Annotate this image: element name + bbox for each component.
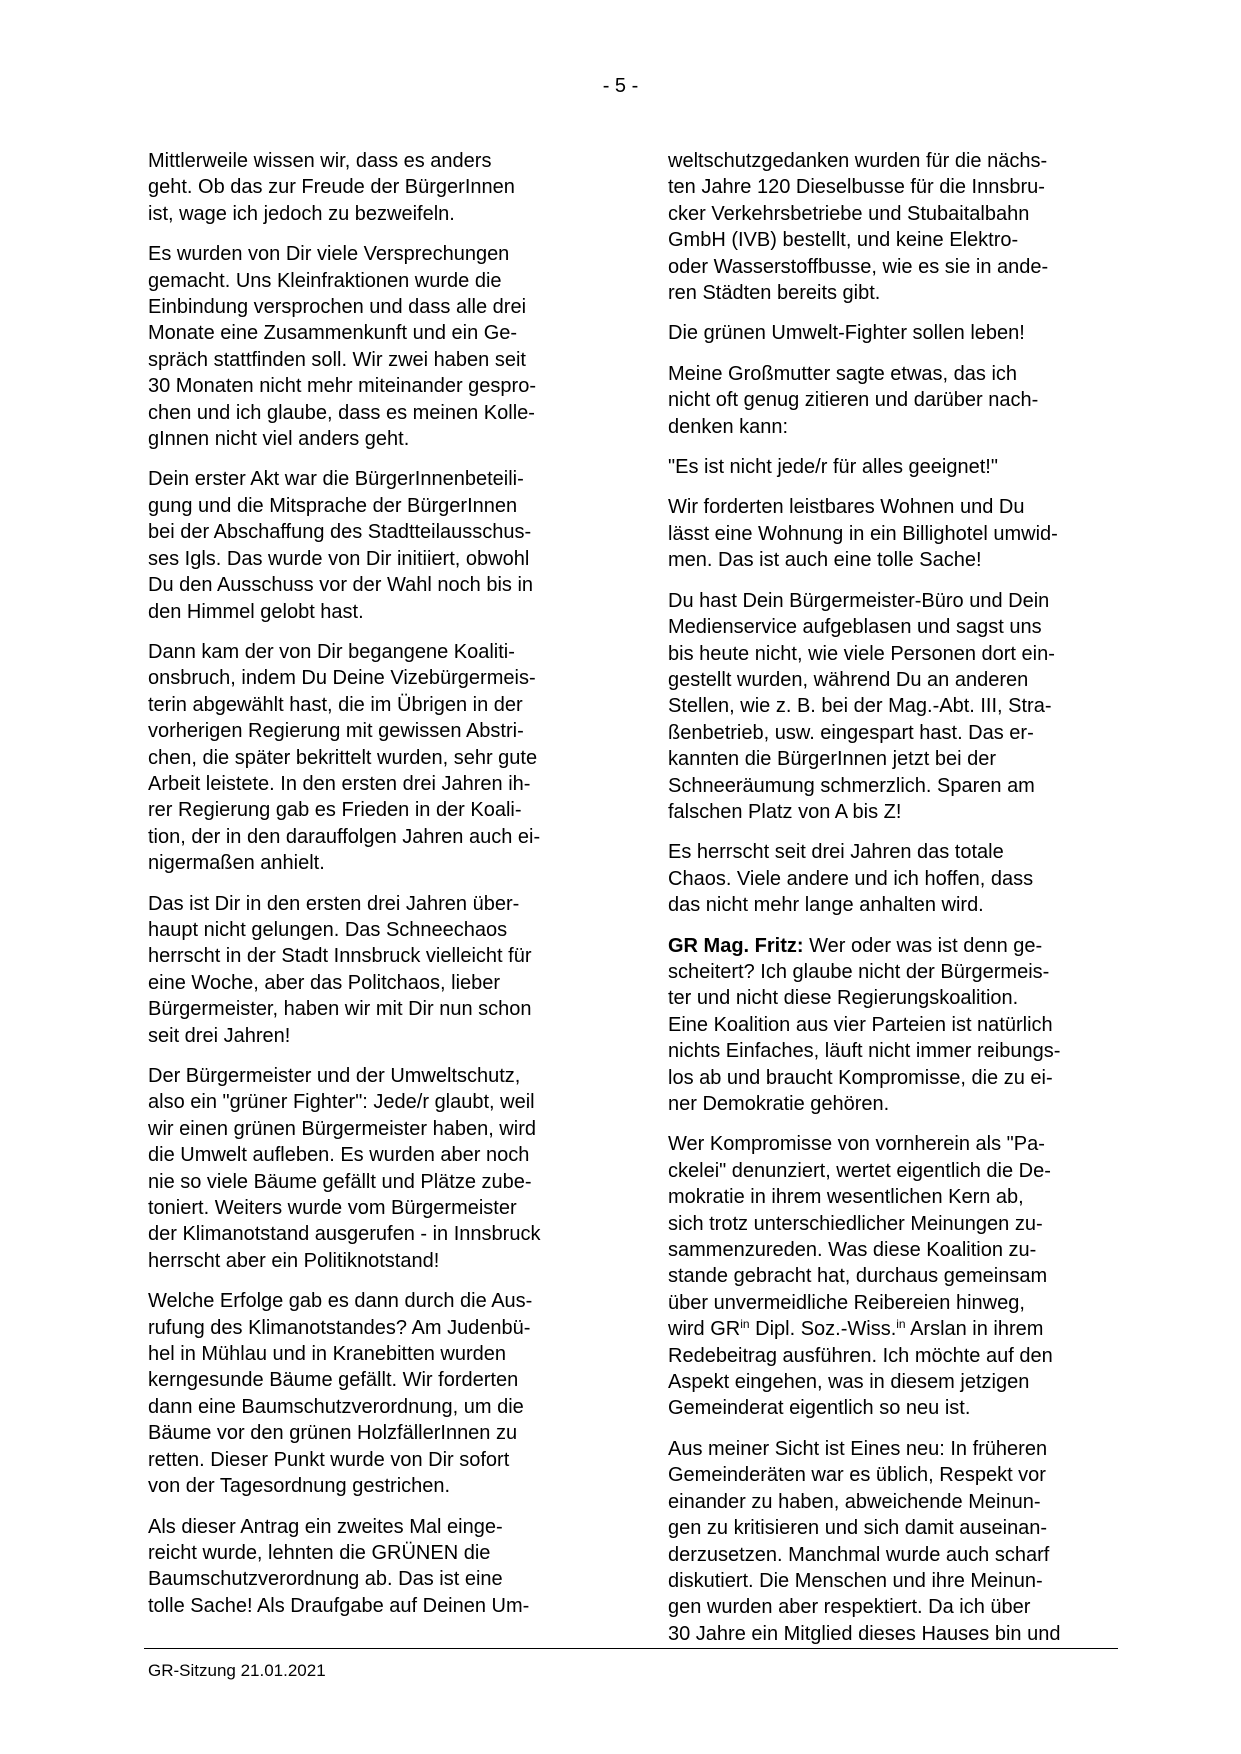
superscript: in bbox=[740, 1317, 750, 1332]
paragraph: Mittlerweile wissen wir, dass es anders geht. Ob das zur Freude der BürgerInnen ist, wage ich jedoch zu bezweifeln. bbox=[148, 150, 515, 225]
quote-paragraph: "Es ist nicht jede/r für alles geeignet!" bbox=[668, 456, 998, 479]
paragraph-text: Wer Kompromisse von vornherein als "Pa- ckelei" denunziert, wertet eigentlich die De- mokratie in ihrem wesentlichen Kern ab, sich trotz unterschiedlicher Meinungen zu- sammenzureden. Was diese Koalition zu- stande gebracht hat, durchaus gemeinsam über unvermeidliche Reibereien hinweg, wird GR bbox=[668, 1133, 1051, 1341]
footer-text: GR-Sitzung 21.01.2021 bbox=[148, 1661, 326, 1680]
paragraph: Du hast Dein Bürgermeister-Büro und Dein Medienservice aufgeblasen und sagst uns bis heute nicht, wie viele Personen dort ein- gestellt wurden, während Du an anderen Stellen, wie z. B. bei der Mag.-Abt. III, Stra- ßenbetrieb, usw. eingespart hast. Das er- kannten die BürgerInnen jetzt bei der Schneeräumung schmerzlich. Sparen am falschen Platz von A bis Z! bbox=[668, 589, 1055, 823]
paragraph: Das ist Dir in den ersten drei Jahren über- haupt nicht gelungen. Das Schneechaos herrscht in der Stadt Innsbruck vielleicht für eine Woche, aber das Politchaos, lieber Bürgermeister, haben wir mit Dir nun schon seit drei Jahren! bbox=[148, 892, 532, 1047]
right-column bbox=[668, 148, 1113, 1661]
speaker-name: GR Mag. Fritz: bbox=[668, 934, 804, 957]
superscript: in bbox=[896, 1317, 906, 1332]
paragraph: Meine Großmutter sagte etwas, das ich nicht oft genug zitieren und darüber nach- denken kann: bbox=[668, 362, 1039, 438]
paragraph: Dein erster Akt war die BürgerInnenbeteili- gung und die Mitsprache der BürgerInnen bei der Abschaffung des Stadtteilausschus- ses Igls. Das wurde von Dir initiiert, obwohl Du den Ausschuss vor der Wahl noch bis in den Himmel gelobt hast. bbox=[148, 468, 534, 623]
footer-divider bbox=[144, 1648, 1118, 1649]
paragraph: Der Bürgermeister und der Umweltschutz, also ein "grüner Fighter": Jede/r glaubt, weil wir einen grünen Bürgermeister haben, wird die Umwelt aufleben. Es wurden aber noch nie so viele Bäume gefällt und Plätze zube- toniert. Weiters wurde vom Bürgermeister der Klimanotstand ausgerufen - in Innsbruck herrscht aber ein Politiknotstand! bbox=[148, 1065, 541, 1272]
paragraph: Aus meiner Sicht ist Eines neu: In früheren Gemeinderäten war es üblich, Respekt vor einander zu haben, abweichende Meinun- gen zu kritisieren und sich damit auseinan- derzusetzen. Manchmal wurde auch scharf diskutiert. Die Menschen und ihre Meinun- gen wurden aber respektiert. Da ich über 30 Jahre ein Mitglied dieses Hauses bin und bbox=[668, 1437, 1061, 1645]
paragraph: Wir forderten leistbares Wohnen und Du lässt eine Wohnung in ein Billighotel umwid- men. Das ist auch eine tolle Sache! bbox=[668, 496, 1058, 572]
paragraph-text: Arslan in ihrem Redebeitrag ausführen. Ich möchte auf den Aspekt eingehen, was in diesem jetzigen Gemeinderat eigentlich so neu ist. bbox=[668, 1318, 1053, 1420]
left-column bbox=[148, 148, 593, 1633]
paragraph: Die grünen Umwelt-Fighter sollen leben! bbox=[668, 322, 1025, 345]
paragraph-text: Dipl. Soz.-Wiss. bbox=[749, 1318, 897, 1341]
paragraph: weltschutzgedanken wurden für die nächs- ten Jahre 120 Dieselbusse für die Innsbru- cker Verkehrsbetriebe und Stubaitalbahn GmbH (IVB) bestellt, und keine Elektro- oder Wasserstoffbusse, wie es sie in ande- ren Städten bereits gibt. bbox=[668, 150, 1049, 305]
speech-text: Wer oder was ist denn ge- scheitert? Ich glaube nicht der Bürgermeis- ter und nicht diese Regierungskoalition. Eine Koalition aus vier Parteien ist natürlich nichts Einfaches, läuft nicht immer reibungs- los ab und braucht Kompromisse, die zu ei- ner Demokratie gehören. bbox=[668, 934, 1061, 1115]
page-number: - 5 - bbox=[602, 75, 639, 97]
paragraph: Es wurden von Dir viele Versprechungen gemacht. Uns Kleinfraktionen wurde die Einbindung versprochen und dass alle drei Monate eine Zusammenkunft und ein Ge- spräch stattfinden soll. Wir zwei haben seit 30 Monaten nicht mehr miteinander gespro- chen und ich glaube, dass es meinen Kolle- gInnen nicht viel anders geht. bbox=[148, 243, 536, 451]
paragraph: Als dieser Antrag ein zweites Mal einge- reicht wurde, lehnten die GRÜNEN die Baumschutzverordnung ab. Das ist eine tolle Sache! Als Draufgabe auf Deinen Um- bbox=[148, 1515, 530, 1617]
paragraph: Es herrscht seit drei Jahren das totale Chaos. Viele andere und ich hoffen, dass das nicht mehr lange anhalten wird. bbox=[668, 841, 1034, 917]
paragraph: Welche Erfolge gab es dann durch die Aus- rufung des Klimanotstandes? Am Judenbü- hel in Mühlau und in Kranebitten wurden kerngesunde Bäume gefällt. Wir forderten dann eine Baumschutzverordnung, um die Bäume vor den grünen HolzfällerInnen zu retten. Dieser Punkt wurde von Dir sofort von der Tagesordnung gestrichen. bbox=[148, 1290, 533, 1498]
speech-paragraph bbox=[668, 933, 1113, 1118]
paragraph bbox=[668, 1131, 1113, 1421]
paragraph: Dann kam der von Dir begangene Koaliti- onsbruch, indem Du Deine Vizebürgermeis- terin abgewählt hast, die im Übrigen in der vorherigen Regierung mit gewissen Abstri- chen, die später bekrittelt wurden, sehr gute Arbeit leistete. In den ersten drei Jahren ih- rer Regierung gab es Frieden in der Koali- tion, der in den darauffolgen Jahren auch ei- nigermaßen anhielt. bbox=[148, 640, 541, 875]
